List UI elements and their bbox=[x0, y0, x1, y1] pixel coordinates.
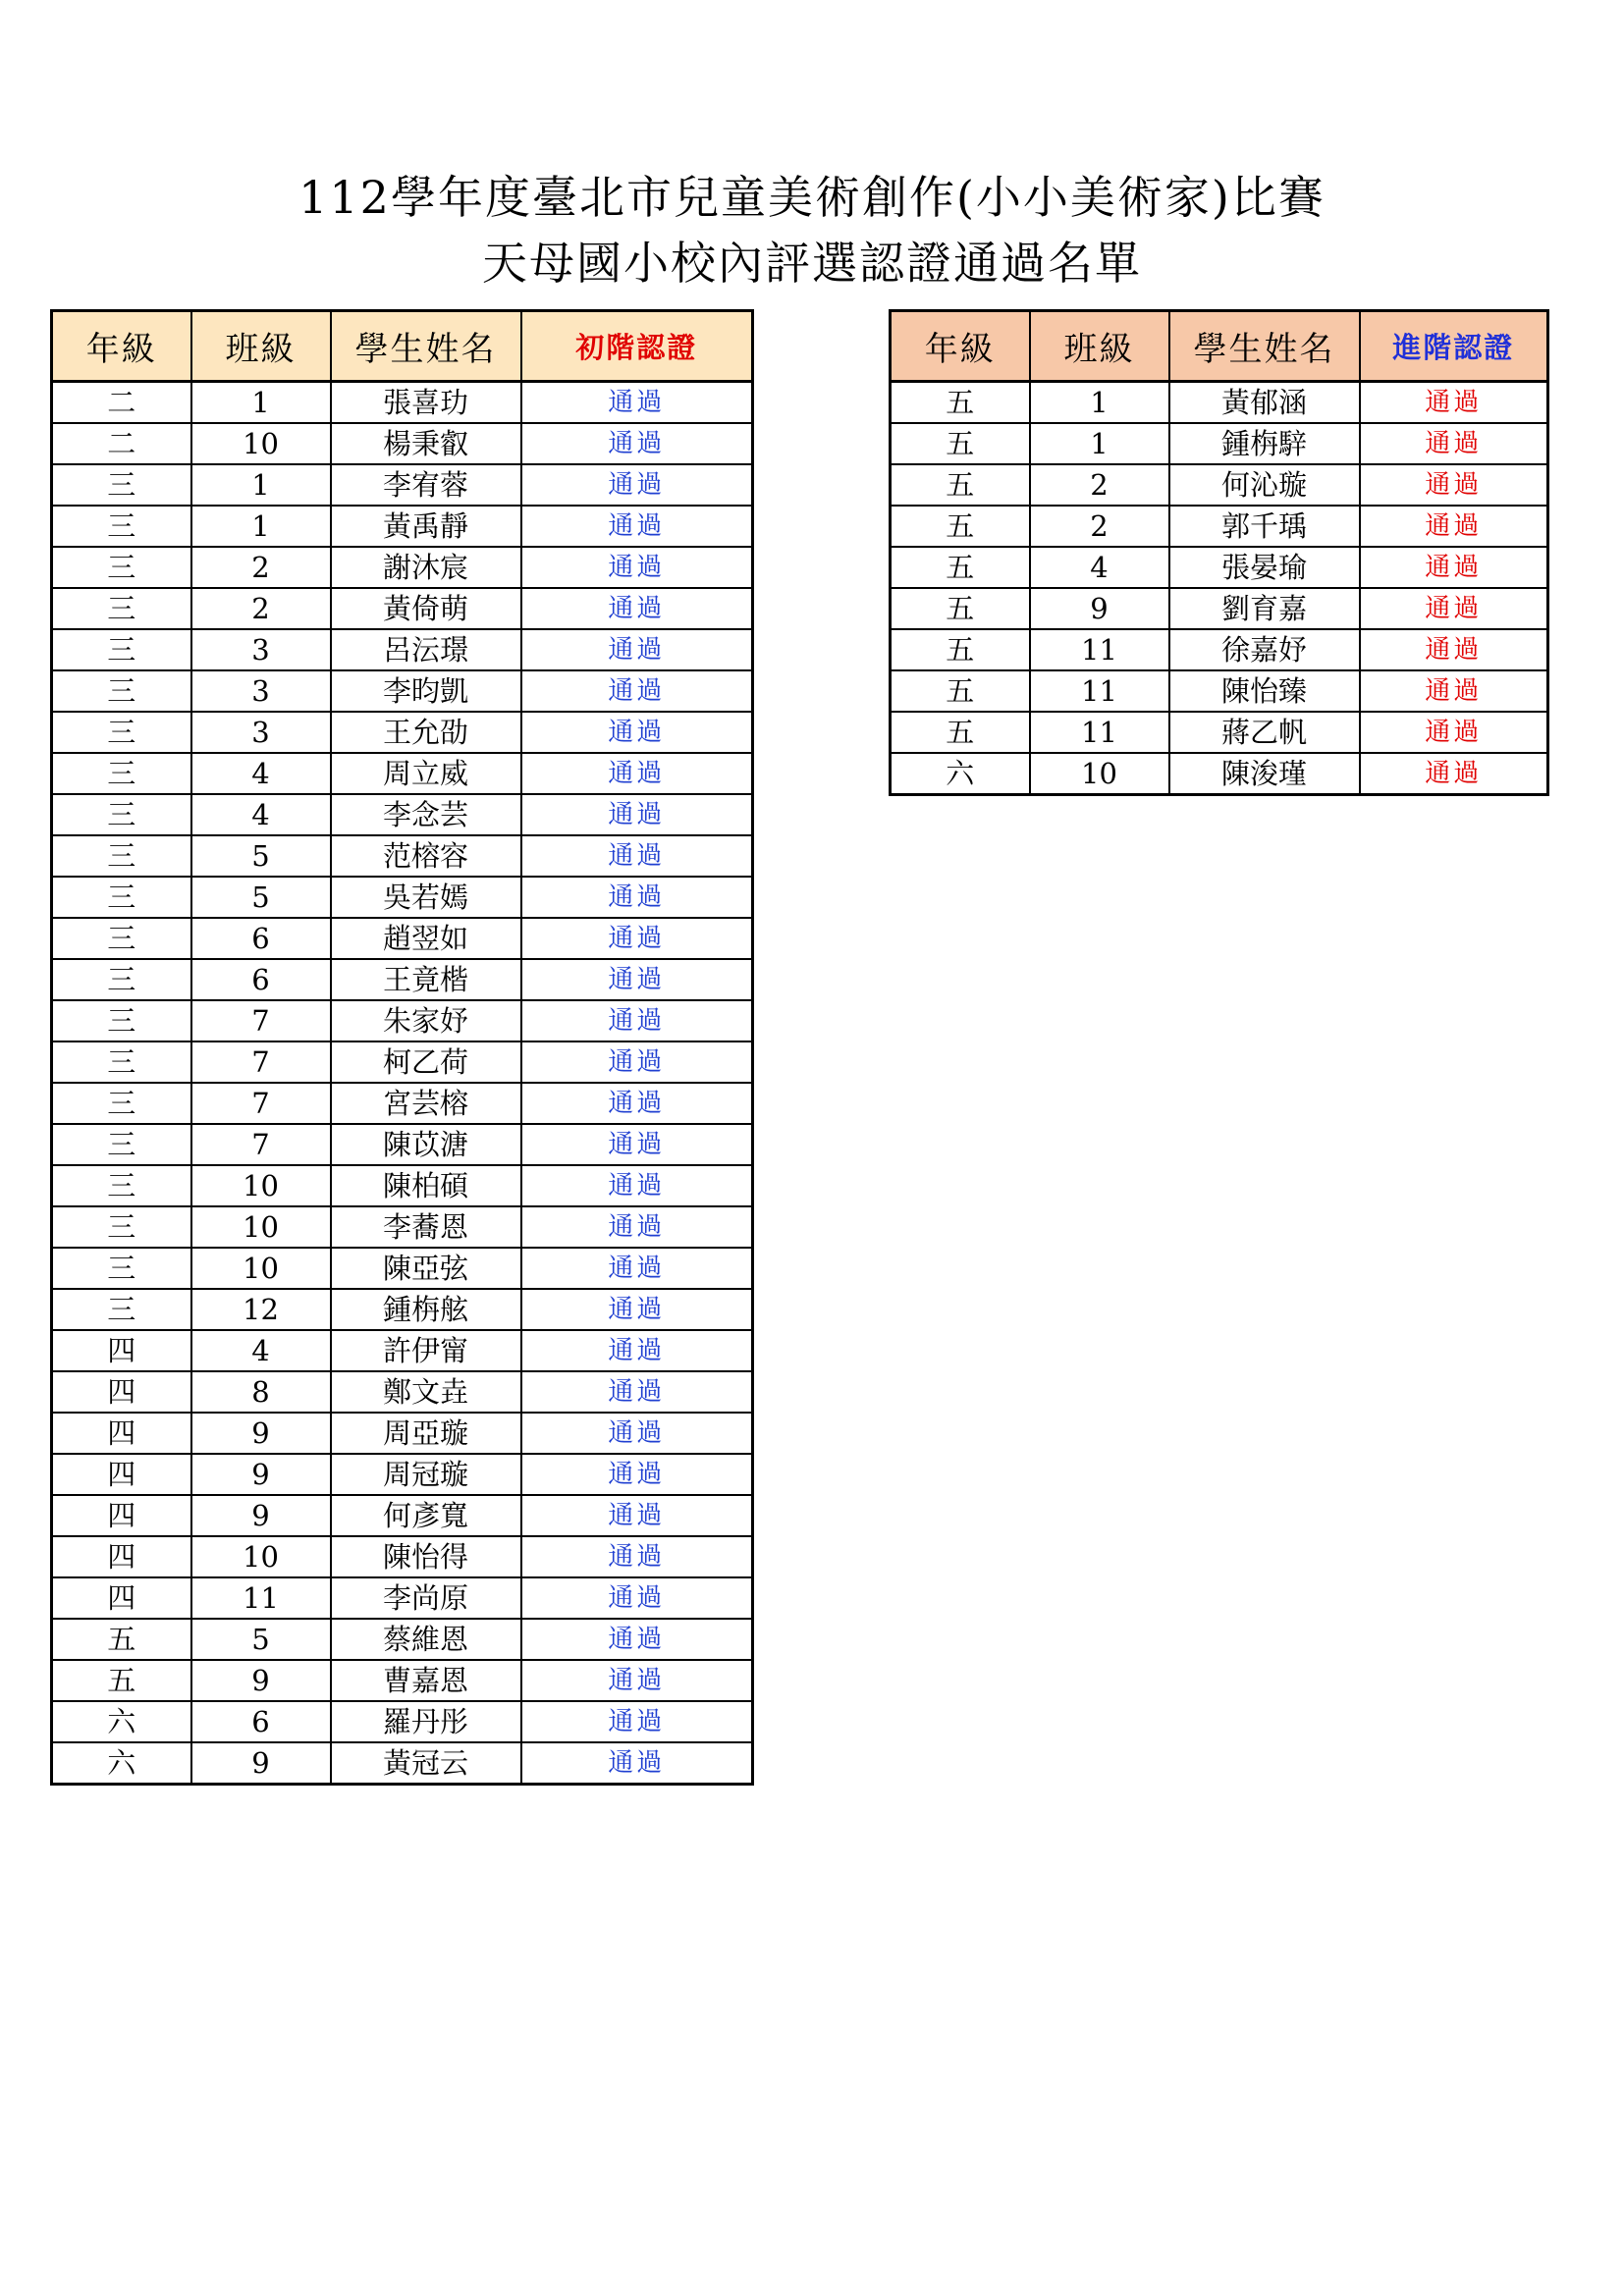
table-row bbox=[52, 1041, 753, 1083]
cell-class: 1 bbox=[191, 382, 331, 424]
cell-status: 通過 bbox=[1360, 588, 1548, 629]
cell-student-name: 張晏瑜 bbox=[1169, 547, 1360, 588]
cell-status: 通過 bbox=[521, 1124, 753, 1165]
cell-student-name: 周亞璇 bbox=[331, 1413, 521, 1454]
cell-class: 3 bbox=[191, 670, 331, 712]
cell-class: 1 bbox=[191, 506, 331, 547]
cell-status: 通過 bbox=[521, 1495, 753, 1536]
cell-class: 9 bbox=[191, 1454, 331, 1495]
cell-class: 10 bbox=[191, 423, 331, 464]
cell-class: 3 bbox=[191, 629, 331, 670]
table-row bbox=[52, 1165, 753, 1206]
cell-grade: 四 bbox=[52, 1454, 191, 1495]
cell-student-name: 張喜玏 bbox=[331, 382, 521, 424]
cell-class: 10 bbox=[191, 1206, 331, 1248]
cell-student-name: 李念芸 bbox=[331, 794, 521, 835]
cell-class: 10 bbox=[191, 1248, 331, 1289]
cell-status: 通過 bbox=[1360, 670, 1548, 712]
cell-status: 通過 bbox=[521, 1660, 753, 1701]
table-row bbox=[52, 464, 753, 506]
cell-student-name: 宮芸榕 bbox=[331, 1083, 521, 1124]
table-row bbox=[52, 959, 753, 1000]
cell-grade: 五 bbox=[891, 464, 1030, 506]
table-row bbox=[52, 1289, 753, 1330]
table-row bbox=[891, 670, 1548, 712]
cell-student-name: 何彥寬 bbox=[331, 1495, 521, 1536]
cell-class: 9 bbox=[191, 1742, 331, 1785]
table-row bbox=[52, 506, 753, 547]
table-row bbox=[891, 423, 1548, 464]
table-row bbox=[52, 1619, 753, 1660]
table-row bbox=[891, 382, 1548, 424]
cell-class: 9 bbox=[191, 1413, 331, 1454]
cell-class: 5 bbox=[191, 1619, 331, 1660]
table-row bbox=[52, 423, 753, 464]
cell-student-name: 郭千瑀 bbox=[1169, 506, 1360, 547]
cell-status: 通過 bbox=[521, 877, 753, 918]
cell-grade: 五 bbox=[891, 506, 1030, 547]
cell-class: 6 bbox=[191, 959, 331, 1000]
cell-student-name: 陳柏碩 bbox=[331, 1165, 521, 1206]
cell-status: 通過 bbox=[521, 1413, 753, 1454]
table-row bbox=[52, 1330, 753, 1371]
cell-status: 通過 bbox=[1360, 464, 1548, 506]
cell-student-name: 何沁璇 bbox=[1169, 464, 1360, 506]
cell-grade: 五 bbox=[891, 629, 1030, 670]
cell-grade: 四 bbox=[52, 1330, 191, 1371]
header-grade: 年級 bbox=[891, 311, 1030, 382]
cell-student-name: 吳若嫣 bbox=[331, 877, 521, 918]
cell-student-name: 劉育嘉 bbox=[1169, 588, 1360, 629]
cell-status: 通過 bbox=[1360, 547, 1548, 588]
table-row bbox=[52, 1206, 753, 1248]
header-class: 班級 bbox=[1030, 311, 1169, 382]
cell-class: 4 bbox=[191, 753, 331, 794]
cell-class: 1 bbox=[1030, 423, 1169, 464]
cell-student-name: 謝沐宸 bbox=[331, 547, 521, 588]
cell-grade: 五 bbox=[891, 382, 1030, 424]
cell-status: 通過 bbox=[521, 464, 753, 506]
cell-student-name: 周立威 bbox=[331, 753, 521, 794]
cell-status: 通過 bbox=[521, 1041, 753, 1083]
cell-status: 通過 bbox=[521, 918, 753, 959]
table-row bbox=[52, 1371, 753, 1413]
table-row bbox=[52, 1454, 753, 1495]
cell-grade: 五 bbox=[891, 423, 1030, 464]
cell-class: 4 bbox=[191, 1330, 331, 1371]
table-row bbox=[52, 1000, 753, 1041]
cell-student-name: 李宥蓉 bbox=[331, 464, 521, 506]
cell-grade: 三 bbox=[52, 877, 191, 918]
cell-grade: 六 bbox=[52, 1701, 191, 1742]
cell-class: 1 bbox=[1030, 382, 1169, 424]
cell-class: 10 bbox=[191, 1165, 331, 1206]
cell-student-name: 羅丹彤 bbox=[331, 1701, 521, 1742]
cell-grade: 三 bbox=[52, 1124, 191, 1165]
cell-status: 通過 bbox=[521, 1000, 753, 1041]
table-row bbox=[52, 1495, 753, 1536]
table-row bbox=[52, 629, 753, 670]
table-row bbox=[52, 588, 753, 629]
cell-student-name: 周冠璇 bbox=[331, 1454, 521, 1495]
cell-grade: 五 bbox=[891, 712, 1030, 753]
cell-grade: 四 bbox=[52, 1495, 191, 1536]
table-row bbox=[891, 753, 1548, 795]
table-row bbox=[891, 588, 1548, 629]
table-row bbox=[891, 506, 1548, 547]
cell-grade: 三 bbox=[52, 753, 191, 794]
cell-class: 7 bbox=[191, 1000, 331, 1041]
cell-grade: 三 bbox=[52, 1083, 191, 1124]
cell-student-name: 李尚原 bbox=[331, 1577, 521, 1619]
cell-grade: 三 bbox=[52, 464, 191, 506]
cell-student-name: 范榕容 bbox=[331, 835, 521, 877]
cell-status: 通過 bbox=[521, 1289, 753, 1330]
cell-class: 2 bbox=[191, 588, 331, 629]
cell-status: 通過 bbox=[521, 1165, 753, 1206]
cell-grade: 三 bbox=[52, 712, 191, 753]
cell-grade: 三 bbox=[52, 1041, 191, 1083]
cell-student-name: 楊秉叡 bbox=[331, 423, 521, 464]
cell-status: 通過 bbox=[521, 959, 753, 1000]
cell-status: 通過 bbox=[1360, 753, 1548, 795]
table-row bbox=[52, 547, 753, 588]
table-row bbox=[891, 547, 1548, 588]
header-grade: 年級 bbox=[52, 311, 191, 382]
cell-student-name: 陳亞弦 bbox=[331, 1248, 521, 1289]
cell-status: 通過 bbox=[521, 629, 753, 670]
cell-grade: 三 bbox=[52, 670, 191, 712]
cell-student-name: 徐嘉妤 bbox=[1169, 629, 1360, 670]
cell-student-name: 蔣乙帆 bbox=[1169, 712, 1360, 753]
cell-student-name: 王允劭 bbox=[331, 712, 521, 753]
table-row bbox=[52, 794, 753, 835]
cell-class: 6 bbox=[191, 918, 331, 959]
cell-class: 4 bbox=[191, 794, 331, 835]
cell-grade: 六 bbox=[52, 1742, 191, 1785]
cell-class: 3 bbox=[191, 712, 331, 753]
cell-status: 通過 bbox=[521, 588, 753, 629]
cell-status: 通過 bbox=[521, 835, 753, 877]
cell-status: 通過 bbox=[1360, 712, 1548, 753]
cell-class: 9 bbox=[191, 1660, 331, 1701]
header-student-name: 學生姓名 bbox=[331, 311, 521, 382]
cell-grade: 五 bbox=[891, 588, 1030, 629]
cell-grade: 五 bbox=[52, 1619, 191, 1660]
table-row bbox=[52, 1413, 753, 1454]
cell-grade: 三 bbox=[52, 959, 191, 1000]
header-class: 班級 bbox=[191, 311, 331, 382]
cell-grade: 四 bbox=[52, 1577, 191, 1619]
cell-status: 通過 bbox=[521, 506, 753, 547]
table-row bbox=[52, 382, 753, 424]
table-header-row bbox=[891, 311, 1548, 382]
cell-status: 通過 bbox=[521, 1371, 753, 1413]
cell-grade: 四 bbox=[52, 1413, 191, 1454]
table-row bbox=[52, 712, 753, 753]
cell-grade: 三 bbox=[52, 1165, 191, 1206]
cell-status: 通過 bbox=[521, 1206, 753, 1248]
cell-grade: 五 bbox=[52, 1660, 191, 1701]
cell-grade: 四 bbox=[52, 1536, 191, 1577]
cell-class: 2 bbox=[1030, 506, 1169, 547]
cell-status: 通過 bbox=[521, 712, 753, 753]
cell-status: 通過 bbox=[521, 1454, 753, 1495]
cell-grade: 三 bbox=[52, 629, 191, 670]
cell-grade: 三 bbox=[52, 835, 191, 877]
page-title: 112學年度臺北市兒童美術創作(小小美術家)比賽 bbox=[298, 171, 1326, 224]
cell-student-name: 許伊甯 bbox=[331, 1330, 521, 1371]
cell-class: 5 bbox=[191, 877, 331, 918]
cell-status: 通過 bbox=[521, 1742, 753, 1785]
cell-class: 2 bbox=[191, 547, 331, 588]
cell-grade: 三 bbox=[52, 1248, 191, 1289]
cell-class: 11 bbox=[1030, 712, 1169, 753]
cell-student-name: 王竟楷 bbox=[331, 959, 521, 1000]
cell-student-name: 黃郁涵 bbox=[1169, 382, 1360, 424]
header-advanced-certification: 進階認證 bbox=[1360, 311, 1548, 382]
cell-class: 9 bbox=[1030, 588, 1169, 629]
table-row bbox=[52, 1536, 753, 1577]
cell-student-name: 蔡維恩 bbox=[331, 1619, 521, 1660]
cell-grade: 三 bbox=[52, 1289, 191, 1330]
cell-grade: 五 bbox=[891, 547, 1030, 588]
table-row bbox=[52, 753, 753, 794]
cell-class: 10 bbox=[1030, 753, 1169, 795]
cell-student-name: 黃冠云 bbox=[331, 1742, 521, 1785]
page-subtitle: 天母國小校內評選認證通過名單 bbox=[482, 237, 1142, 290]
cell-class: 11 bbox=[191, 1577, 331, 1619]
cell-class: 5 bbox=[191, 835, 331, 877]
cell-status: 通過 bbox=[1360, 506, 1548, 547]
cell-status: 通過 bbox=[1360, 382, 1548, 424]
header-student-name: 學生姓名 bbox=[1169, 311, 1360, 382]
cell-student-name: 朱家妤 bbox=[331, 1000, 521, 1041]
cell-class: 11 bbox=[1030, 670, 1169, 712]
cell-student-name: 柯乙荷 bbox=[331, 1041, 521, 1083]
cell-status: 通過 bbox=[521, 1083, 753, 1124]
cell-grade: 四 bbox=[52, 1371, 191, 1413]
beginner-certification-table bbox=[50, 309, 754, 1786]
cell-student-name: 趙翌如 bbox=[331, 918, 521, 959]
table-row bbox=[52, 1701, 753, 1742]
table-row bbox=[52, 1742, 753, 1785]
cell-grade: 三 bbox=[52, 918, 191, 959]
table-row bbox=[891, 712, 1548, 753]
cell-status: 通過 bbox=[521, 423, 753, 464]
table-row bbox=[52, 670, 753, 712]
cell-class: 6 bbox=[191, 1701, 331, 1742]
table-row bbox=[891, 464, 1548, 506]
cell-class: 9 bbox=[191, 1495, 331, 1536]
cell-grade: 二 bbox=[52, 382, 191, 424]
cell-grade: 六 bbox=[891, 753, 1030, 795]
cell-student-name: 鍾栴騂 bbox=[1169, 423, 1360, 464]
advanced-certification-table bbox=[889, 309, 1549, 796]
table-row bbox=[52, 1248, 753, 1289]
cell-student-name: 陳怡臻 bbox=[1169, 670, 1360, 712]
cell-student-name: 李昀凱 bbox=[331, 670, 521, 712]
cell-class: 4 bbox=[1030, 547, 1169, 588]
cell-grade: 三 bbox=[52, 794, 191, 835]
cell-grade: 三 bbox=[52, 588, 191, 629]
cell-class: 7 bbox=[191, 1083, 331, 1124]
cell-class: 1 bbox=[191, 464, 331, 506]
table-row bbox=[52, 835, 753, 877]
cell-student-name: 李蕎恩 bbox=[331, 1206, 521, 1248]
cell-status: 通過 bbox=[521, 1248, 753, 1289]
cell-student-name: 呂沄璟 bbox=[331, 629, 521, 670]
cell-grade: 三 bbox=[52, 1000, 191, 1041]
cell-student-name: 鍾栴舷 bbox=[331, 1289, 521, 1330]
cell-status: 通過 bbox=[521, 1536, 753, 1577]
cell-student-name: 黃禹靜 bbox=[331, 506, 521, 547]
cell-status: 通過 bbox=[521, 1330, 753, 1371]
table-row bbox=[891, 629, 1548, 670]
header-beginner-certification: 初階認證 bbox=[521, 311, 753, 382]
cell-grade: 五 bbox=[891, 670, 1030, 712]
cell-class: 8 bbox=[191, 1371, 331, 1413]
cell-status: 通過 bbox=[521, 794, 753, 835]
cell-student-name: 黃倚萌 bbox=[331, 588, 521, 629]
cell-status: 通過 bbox=[1360, 629, 1548, 670]
cell-class: 10 bbox=[191, 1536, 331, 1577]
table-row bbox=[52, 877, 753, 918]
cell-student-name: 陳浚瑾 bbox=[1169, 753, 1360, 795]
cell-class: 7 bbox=[191, 1124, 331, 1165]
cell-status: 通過 bbox=[521, 753, 753, 794]
cell-grade: 三 bbox=[52, 547, 191, 588]
cell-status: 通過 bbox=[521, 382, 753, 424]
cell-class: 12 bbox=[191, 1289, 331, 1330]
table-header-row bbox=[52, 311, 753, 382]
cell-grade: 二 bbox=[52, 423, 191, 464]
cell-class: 7 bbox=[191, 1041, 331, 1083]
cell-status: 通過 bbox=[521, 547, 753, 588]
cell-student-name: 曹嘉恩 bbox=[331, 1660, 521, 1701]
cell-status: 通過 bbox=[521, 670, 753, 712]
table-row bbox=[52, 1660, 753, 1701]
cell-class: 2 bbox=[1030, 464, 1169, 506]
cell-status: 通過 bbox=[1360, 423, 1548, 464]
cell-grade: 三 bbox=[52, 506, 191, 547]
cell-status: 通過 bbox=[521, 1619, 753, 1660]
table-row bbox=[52, 1124, 753, 1165]
table-row bbox=[52, 1577, 753, 1619]
cell-grade: 三 bbox=[52, 1206, 191, 1248]
table-row bbox=[52, 918, 753, 959]
cell-status: 通過 bbox=[521, 1701, 753, 1742]
cell-student-name: 鄭文垚 bbox=[331, 1371, 521, 1413]
cell-status: 通過 bbox=[521, 1577, 753, 1619]
cell-student-name: 陳苡溏 bbox=[331, 1124, 521, 1165]
table-row bbox=[52, 1083, 753, 1124]
cell-class: 11 bbox=[1030, 629, 1169, 670]
cell-student-name: 陳怡得 bbox=[331, 1536, 521, 1577]
